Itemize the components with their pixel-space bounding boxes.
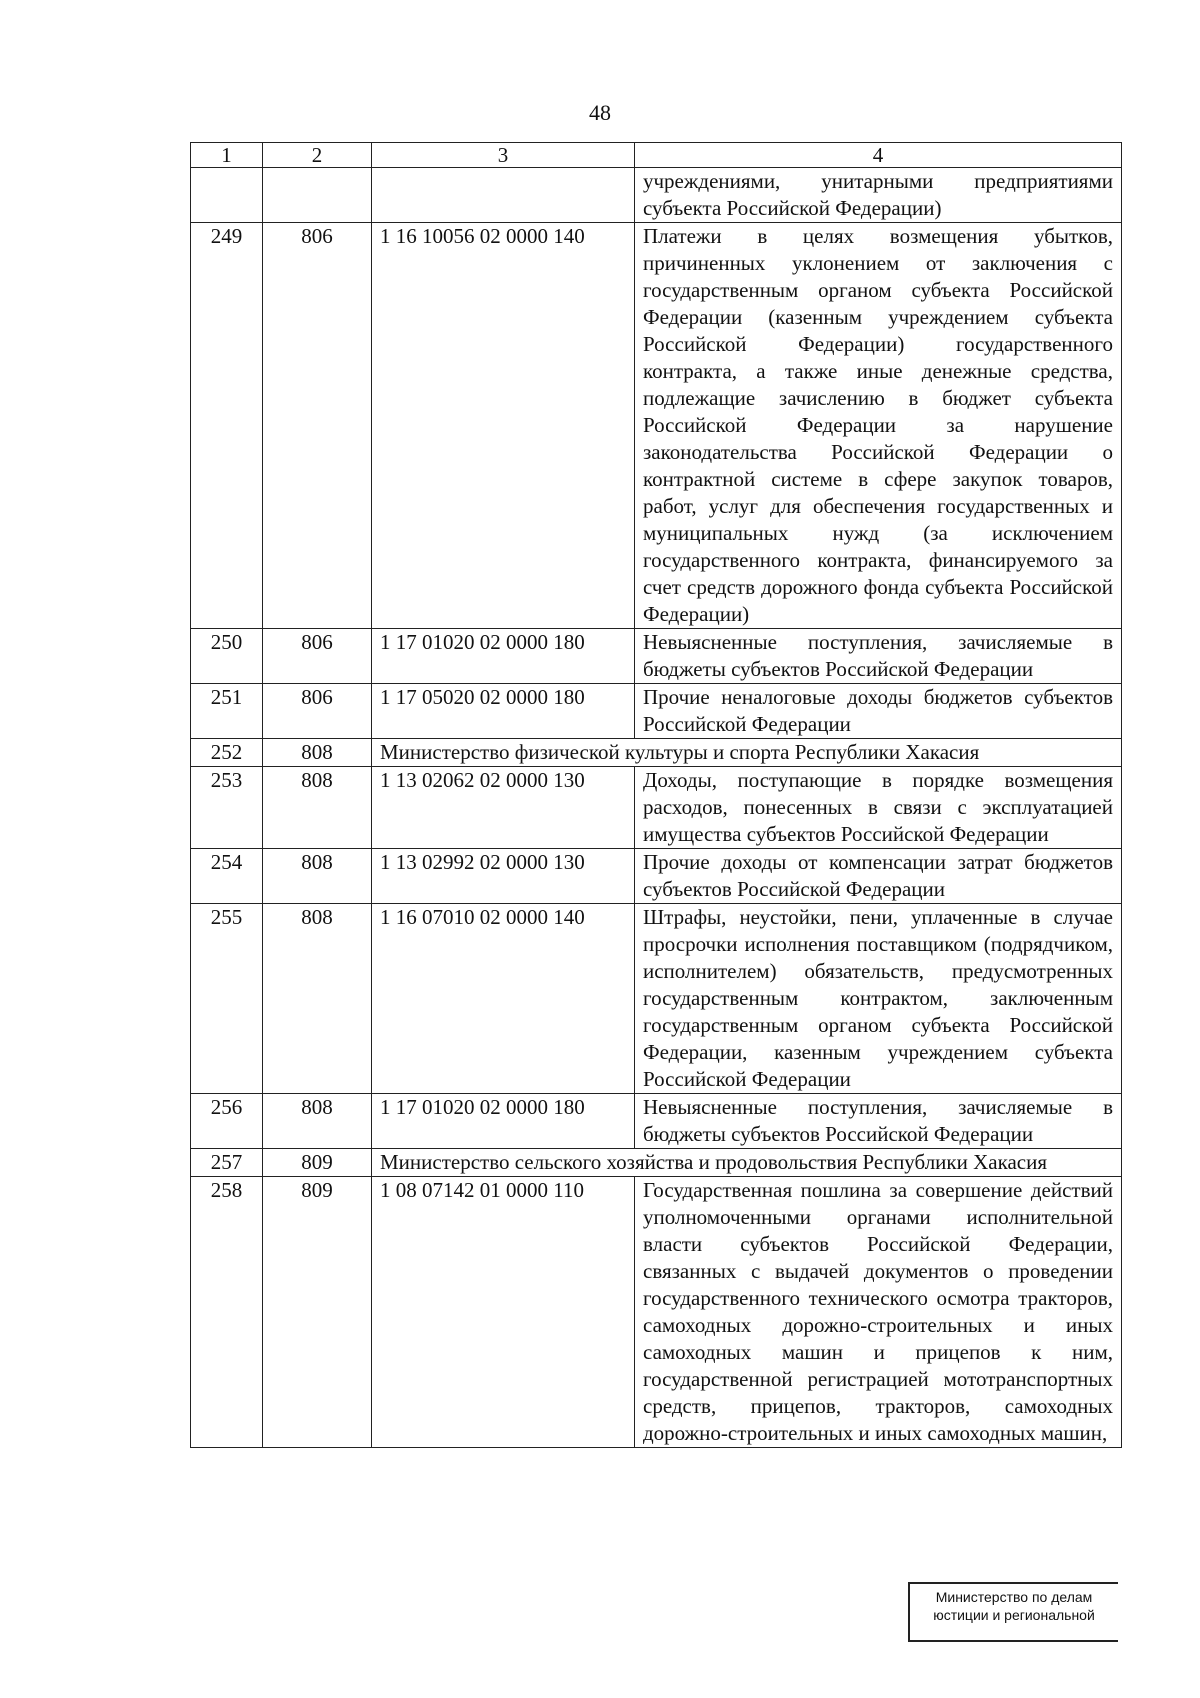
row-number: 250 [191, 629, 263, 684]
ministry-row [191, 739, 1122, 767]
table-row [191, 767, 1122, 849]
stamp-line-2: юстиции и региональной [933, 1607, 1095, 1623]
table-row [191, 223, 1122, 629]
revenue-description: Доходы, поступающие в порядке возмещения расходов, понесенных в связи с эксплуатацией имущества субъектов Российской Федерации [635, 767, 1122, 849]
budget-code: 1 17 05020 02 0000 180 [372, 684, 635, 739]
admin-code: 806 [263, 629, 372, 684]
table-row [191, 1177, 1122, 1448]
header-col-1: 1 [191, 143, 263, 168]
budget-code: 1 13 02992 02 0000 130 [372, 849, 635, 904]
row-number: 254 [191, 849, 263, 904]
registration-stamp [908, 1582, 1118, 1642]
revenue-description: Платежи в целях возмещения убытков, причиненных уклонением от заключения с государственным органом субъекта Российской Федерации (казенным учреждением субъекта Российской Федерации) государственного контракта, а также иные денежные средства, подлежащие зачислению в бюджет субъекта Российской Федерации за нарушение законодательства Российской Федерации о контрактной системе в сфере закупок товаров, работ, услуг для обеспечения государственных и муниципальных нужд (за исключением государственного контракта, финансируемого за счет средств дорожного фонда субъекта Российской Федерации) [635, 223, 1122, 629]
ministry-name: Министерство сельского хозяйства и продовольствия Республики Хакасия [372, 1149, 1122, 1177]
admin-code: 808 [263, 904, 372, 1094]
header-col-4: 4 [635, 143, 1122, 168]
row-number: 253 [191, 767, 263, 849]
budget-code: 1 17 01020 02 0000 180 [372, 1094, 635, 1149]
stamp-line-1: Министерство по делам [935, 1589, 1093, 1605]
admin-code: 809 [263, 1177, 372, 1448]
admin-code: 806 [263, 684, 372, 739]
admin-code: 808 [263, 1094, 372, 1149]
row-number: 249 [191, 223, 263, 629]
budget-code: 1 13 02062 02 0000 130 [372, 767, 635, 849]
row-number: 252 [191, 739, 263, 767]
row-number: 255 [191, 904, 263, 1094]
header-row [191, 143, 1122, 168]
row-number: 258 [191, 1177, 263, 1448]
row-number [191, 168, 263, 223]
row-number: 251 [191, 684, 263, 739]
row-number: 257 [191, 1149, 263, 1177]
table-row [191, 1094, 1122, 1149]
table-row [191, 849, 1122, 904]
revenue-description: Невыясненные поступления, зачисляемые в бюджеты субъектов Российской Федерации [635, 629, 1122, 684]
ministry-name: Министерство физической культуры и спорта Республики Хакасия [372, 739, 1122, 767]
budget-code: 1 16 10056 02 0000 140 [372, 223, 635, 629]
admin-code: 806 [263, 223, 372, 629]
table-row [191, 629, 1122, 684]
admin-code: 808 [263, 767, 372, 849]
admin-code [263, 168, 372, 223]
table-row [191, 684, 1122, 739]
admin-code: 808 [263, 739, 372, 767]
ministry-row [191, 1149, 1122, 1177]
header-col-2: 2 [263, 143, 372, 168]
revenue-description: учреждениями, унитарными предприятиями субъекта Российской Федерации) [635, 168, 1122, 223]
budget-code: 1 08 07142 01 0000 110 [372, 1177, 635, 1448]
budget-code: 1 17 01020 02 0000 180 [372, 629, 635, 684]
stamp-border [910, 1640, 1118, 1642]
revenue-description: Невыясненные поступления, зачисляемые в бюджеты субъектов Российской Федерации [635, 1094, 1122, 1149]
revenue-table [190, 142, 1122, 1448]
table-row [191, 168, 1122, 223]
budget-code: 1 16 07010 02 0000 140 [372, 904, 635, 1094]
revenue-description: Государственная пошлина за совершение действий уполномоченными органами исполнительной власти субъектов Российской Федерации, связанных с выдачей документов о проведении государственного технического осмотра тракторов, самоходных дорожно-строительных и иных самоходных машин и прицепов к ним, государственной регистрацией мототранспортных средств, прицепов, тракторов, самоходных дорожно-строительных и иных самоходных машин, [635, 1177, 1122, 1448]
page-number: 48 [589, 100, 611, 125]
header-col-3: 3 [372, 143, 635, 168]
table-row [191, 904, 1122, 1094]
revenue-description: Штрафы, неустойки, пени, уплаченные в случае просрочки исполнения поставщиком (подрядчиком, исполнителем) обязательств, предусмотренных государственным контрактом, заключенным государственным органом субъекта Российской Федерации, казенным учреждением субъекта Российской Федерации [635, 904, 1122, 1094]
row-number: 256 [191, 1094, 263, 1149]
budget-code [372, 168, 635, 223]
revenue-description: Прочие неналоговые доходы бюджетов субъектов Российской Федерации [635, 684, 1122, 739]
admin-code: 808 [263, 849, 372, 904]
admin-code: 809 [263, 1149, 372, 1177]
revenue-description: Прочие доходы от компенсации затрат бюджетов субъектов Российской Федерации [635, 849, 1122, 904]
